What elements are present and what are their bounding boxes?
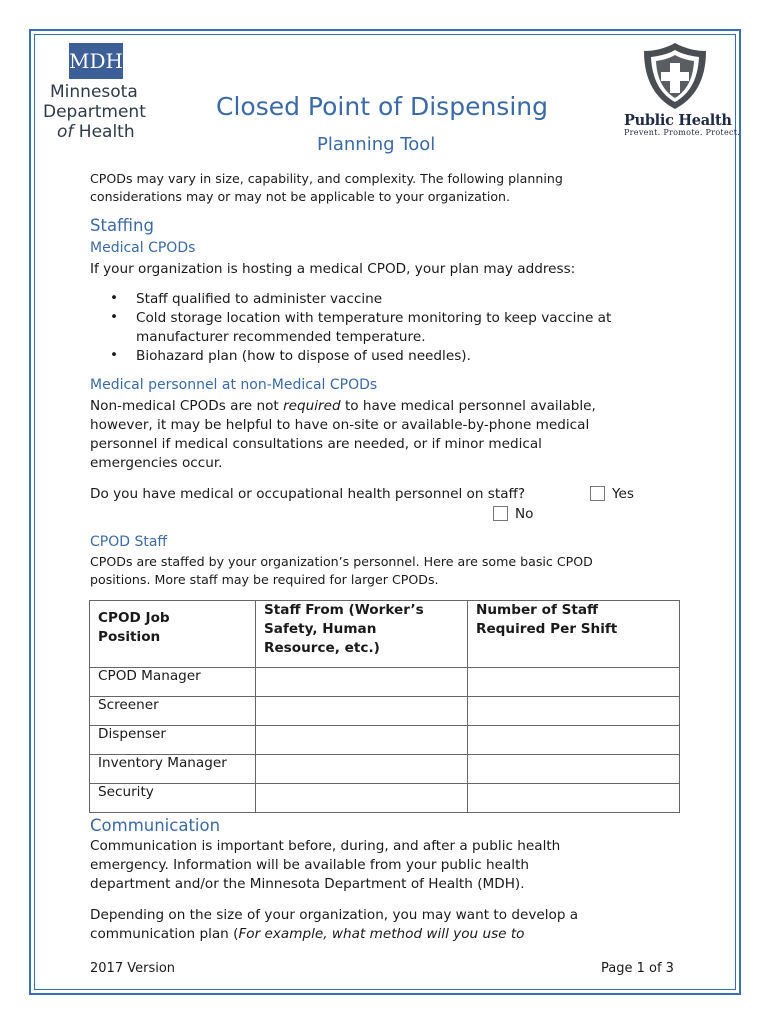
public-health-logo-name: Public Health [624,112,732,129]
header-text: CPOD Job [98,610,170,626]
nonmedical-line1-a: Non-medical CPODs are not [90,398,284,414]
communication-p1-line: Communication is important before, during, and after a public health [90,838,561,854]
nonmedical-line3: personnel if medical consultations are needed, or if minor medical [90,436,542,452]
header-text: Number of Staff [476,602,599,618]
staff-count-cell[interactable] [468,755,680,784]
header-cell-staff-from [256,601,468,668]
public-health-shield-icon [642,41,708,111]
table-row [90,784,680,813]
cpod-staff-line1: CPODs are staffed by your organization’s personnel. Here are some basic CPOD [90,554,593,569]
cpod-staff-line2: positions. More staff may be required for larger CPODs. [90,572,439,587]
page-subtitle: Planning Tool [317,134,436,155]
nonmedical-line1 [90,397,596,416]
staff-from-cell[interactable] [256,784,468,813]
header-text: Safety, Human [264,621,377,637]
list-item: Cold storage location with temperature monitoring to keep vaccine at [136,310,612,326]
staff-count-cell[interactable] [468,697,680,726]
mdh-logo-line2: Department [43,102,146,122]
footer-version: 2017 Version [90,961,176,976]
communication-p2-line2-em: For example, what method will you use to [238,926,525,942]
table-row [90,668,680,697]
communication-p2-line1: Depending on the size of your organization, you may want to develop a [90,907,579,923]
communication-p1-line: emergency. Information will be available from your public health [90,857,530,873]
table-cell: CPOD Manager [90,668,256,697]
header-text: Position [98,629,161,645]
bullet-icon: • [110,347,119,363]
staff-from-cell[interactable] [256,697,468,726]
medical-cpods-lead: If your organization is hosting a medical CPOD, your plan may address: [90,261,576,277]
mdh-logo-box: MDH [69,43,123,79]
communication-p1-line: department and/or the Minnesota Department of Health (MDH). [90,876,525,892]
bullet-icon: • [110,290,119,306]
table-cell: Security [90,784,256,813]
header-text: Required Per Shift [476,621,618,637]
yes-label: Yes [612,486,634,502]
yes-checkbox[interactable] [590,486,605,501]
communication-p2-line2 [90,925,525,944]
medical-staff-question: Do you have medical or occupational health personnel on staff? [90,486,526,502]
communication-heading: Communication [90,816,221,835]
staff-count-cell[interactable] [468,784,680,813]
mdh-logo-of: of [57,122,74,142]
table-row [90,726,680,755]
staff-from-cell[interactable] [256,668,468,697]
nonmedical-line4: emergencies occur. [90,455,223,471]
no-checkbox[interactable] [493,506,508,521]
table-cell: Inventory Manager [90,755,256,784]
staff-count-cell[interactable] [468,726,680,755]
nonmedical-heading: Medical personnel at non-Medical CPODs [90,377,378,393]
staff-count-cell[interactable] [468,668,680,697]
mdh-logo-health: Health [78,122,135,142]
header-text: Resource, etc.) [264,640,380,656]
footer-page-number: Page 1 of 3 [601,961,674,976]
list-item: Biohazard plan (how to dispose of used needles). [136,348,471,364]
table-cell: Dispenser [90,726,256,755]
page-title: Closed Point of Dispensing [216,92,548,121]
header-cell-number-of-staff [468,601,680,668]
communication-p2-line2-a: communication plan ( [90,926,239,942]
table-cell: Screener [90,697,256,726]
staff-from-cell[interactable] [256,726,468,755]
mdh-logo-line1: Minnesota [50,82,138,102]
staffing-heading: Staffing [90,216,154,235]
staff-from-cell[interactable] [256,755,468,784]
bullet-icon: • [110,309,119,325]
table-row [90,697,680,726]
cpod-staff-table [89,600,680,813]
no-label: No [515,506,534,522]
cpod-staff-heading: CPOD Staff [90,534,168,550]
mdh-logo-line3 [57,122,135,142]
list-item-continued: manufacturer recommended temperature. [136,329,426,345]
public-health-logo-tagline: Prevent. Promote. Protect. [624,128,741,137]
nonmedical-line1-b: to have medical personnel available, [340,398,596,414]
nonmedical-line2: however, it may be helpful to have on-site or available-by-phone medical [90,417,590,433]
table-row [90,755,680,784]
header-cell-job-position [90,601,256,668]
table-header-row [90,601,680,668]
medical-cpods-heading: Medical CPODs [90,240,196,256]
nonmedical-line1-em: required [283,398,341,414]
intro-line2: considerations may or may not be applicable to your organization. [90,189,511,204]
list-item: Staff qualified to administer vaccine [136,291,383,307]
intro-line1: CPODs may vary in size, capability, and complexity. The following planning [90,171,563,186]
header-text: Staff From (Worker’s [264,602,424,618]
